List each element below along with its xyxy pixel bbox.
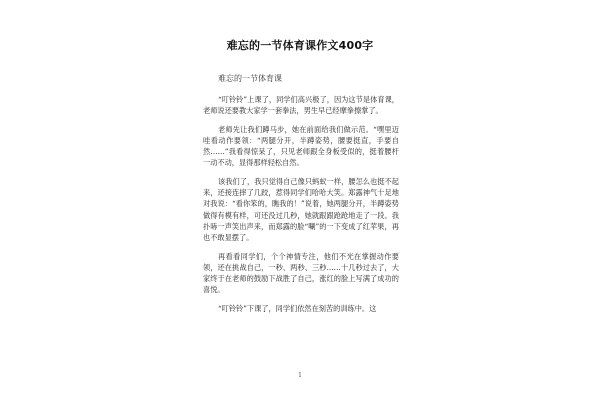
paragraph: 老师先让我们蹲马步，她在前面给我们做示范。“嘿里迈哇看动作要领：“两腿分开，半蹲姿势，腰要挺直，手要自然……”我看得惊呆了，只见老师跟全身板受似的，挺着腰杆一动不动，显得那样轻松自然。 xyxy=(203,124,399,168)
page-number: 1 xyxy=(298,372,302,379)
paragraph: 该我们了，我只觉得自己像只蚂蚁一样，腰怎么也挺不起来，还接连摔了几跤，惹得同学们哈哈大笑。郑露神气十足地对我说：“看你笨的，瞧我的！”说着，她两腿分开，半蹲姿势做得有模有样，可还没过几秒，她就跟跟跄跄地走了一段。我扑哧一声笑出声来，而郑露的脸“唰”的一下变成了红苹果，再也不敢显摆了。 xyxy=(203,176,399,243)
paragraph: “叮铃铃”下课了，同学们依然在刻苦的训练中。这 xyxy=(218,303,377,313)
paragraph: 再看看同学们，个个神情专注，他们不光在掌握动作要领，还在挑战自己，一秒、两秒、三秒……十几秒过去了，大家终于在老师的鼓励下战胜了自己，涨红的脸上写满了成功的喜悦。 xyxy=(203,251,399,295)
essay-subtitle: 难忘的一节体育课 xyxy=(218,74,282,83)
paragraph: “叮铃铃”上课了，同学们高兴极了，因为这节是体育课，老师说还要教大家学一套拳法，男生早已经摩拳擦掌了。 xyxy=(203,95,399,116)
document-title: 难忘的一节体育课作文400字 xyxy=(226,39,374,52)
essay-body xyxy=(203,94,399,321)
